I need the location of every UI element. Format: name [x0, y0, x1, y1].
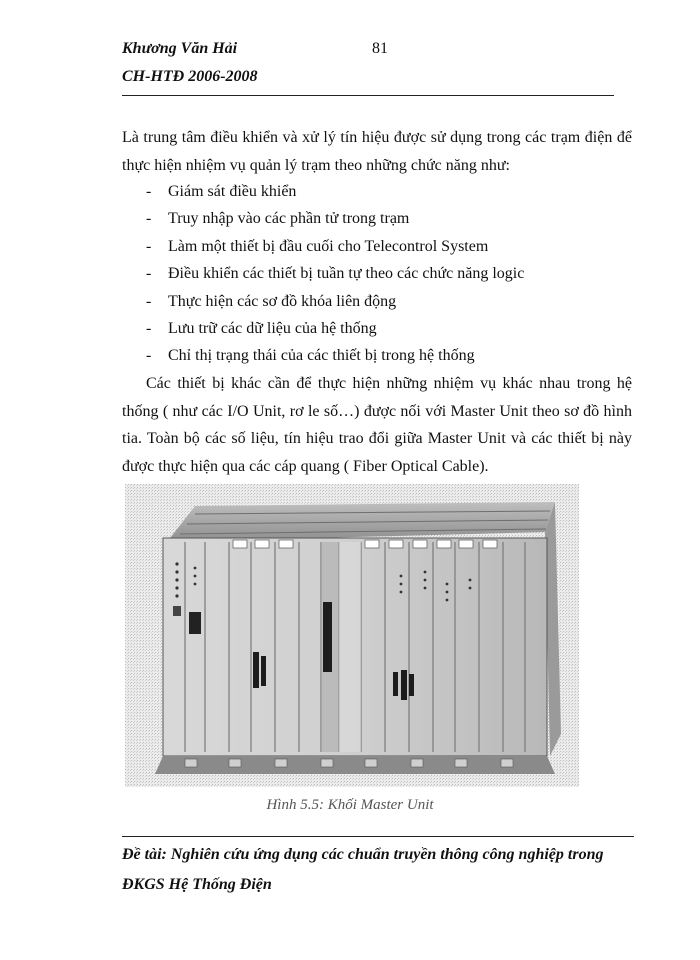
bullet-dash: -	[146, 347, 152, 365]
bullet-dash: -	[146, 265, 152, 283]
footer-topic	[122, 840, 642, 900]
list-item	[146, 342, 524, 369]
list-item-text: Làm một thiết bị đầu cuối cho Telecontrol System	[168, 237, 489, 255]
header-author: Khương Văn Hải	[122, 40, 238, 57]
intro-paragraph: Là trung tâm điều khiển và xử lý tín hiệu được sử dụng trong các trạm điện để thực hiện nhiệm vụ quản lý trạm theo những chức năng như:	[122, 129, 632, 174]
footer-divider	[122, 836, 634, 837]
bullet-dash: -	[146, 319, 152, 337]
body-paragraph: Các thiết bị khác cần để thực hiện những nhiệm vụ khác nhau trong hệ thống ( như các I/O Unit, rơ le số…) được nối với Master Unit theo sơ đồ hình tia. Toàn bộ các số liệu, tín hiệu trao đổi giữa Master Unit và các thiết bị này được thực hiện qua các cáp quang ( Fiber Optical Cable).	[122, 375, 632, 475]
list-item	[146, 315, 524, 342]
list-item	[146, 260, 524, 287]
master-unit-illustration	[125, 484, 579, 787]
list-item	[146, 288, 524, 315]
bullet-dash: -	[146, 183, 152, 200]
page-number: 81	[372, 40, 388, 57]
header-course: CH-HTĐ 2006-2008	[122, 68, 258, 85]
list-item-text: Truy nhập vào các phần tử trong trạm	[168, 210, 410, 228]
list-item-text: Điều khiển các thiết bị tuần tự theo các chức năng logic	[168, 265, 525, 283]
bullet-dash: -	[146, 292, 152, 310]
figure-caption: Hình 5.5: Khối Master Unit	[266, 797, 434, 813]
header-divider	[122, 95, 614, 96]
footer-line-2: ĐKGS Hệ Thống Điện	[122, 876, 272, 893]
list-item	[146, 233, 524, 260]
list-item-text: Giám sát điều khiển	[168, 183, 297, 200]
list-item-text: Lưu trữ các dữ liệu của hệ thống	[168, 319, 377, 337]
master-unit-photo	[125, 484, 579, 787]
bullet-dash: -	[146, 210, 152, 228]
footer-line-1: Đề tài: Nghiên cứu ứng dụng các chuẩn truyền thông công nghiệp trong	[122, 846, 604, 863]
bullet-dash: -	[146, 237, 152, 255]
list-item	[146, 205, 524, 232]
list-item	[146, 178, 524, 205]
function-list	[146, 178, 524, 370]
list-item-text: Thực hiện các sơ đồ khóa liên động	[168, 292, 397, 310]
list-item-text: Chỉ thị trạng thái của các thiết bị trong hệ thống	[168, 347, 475, 365]
